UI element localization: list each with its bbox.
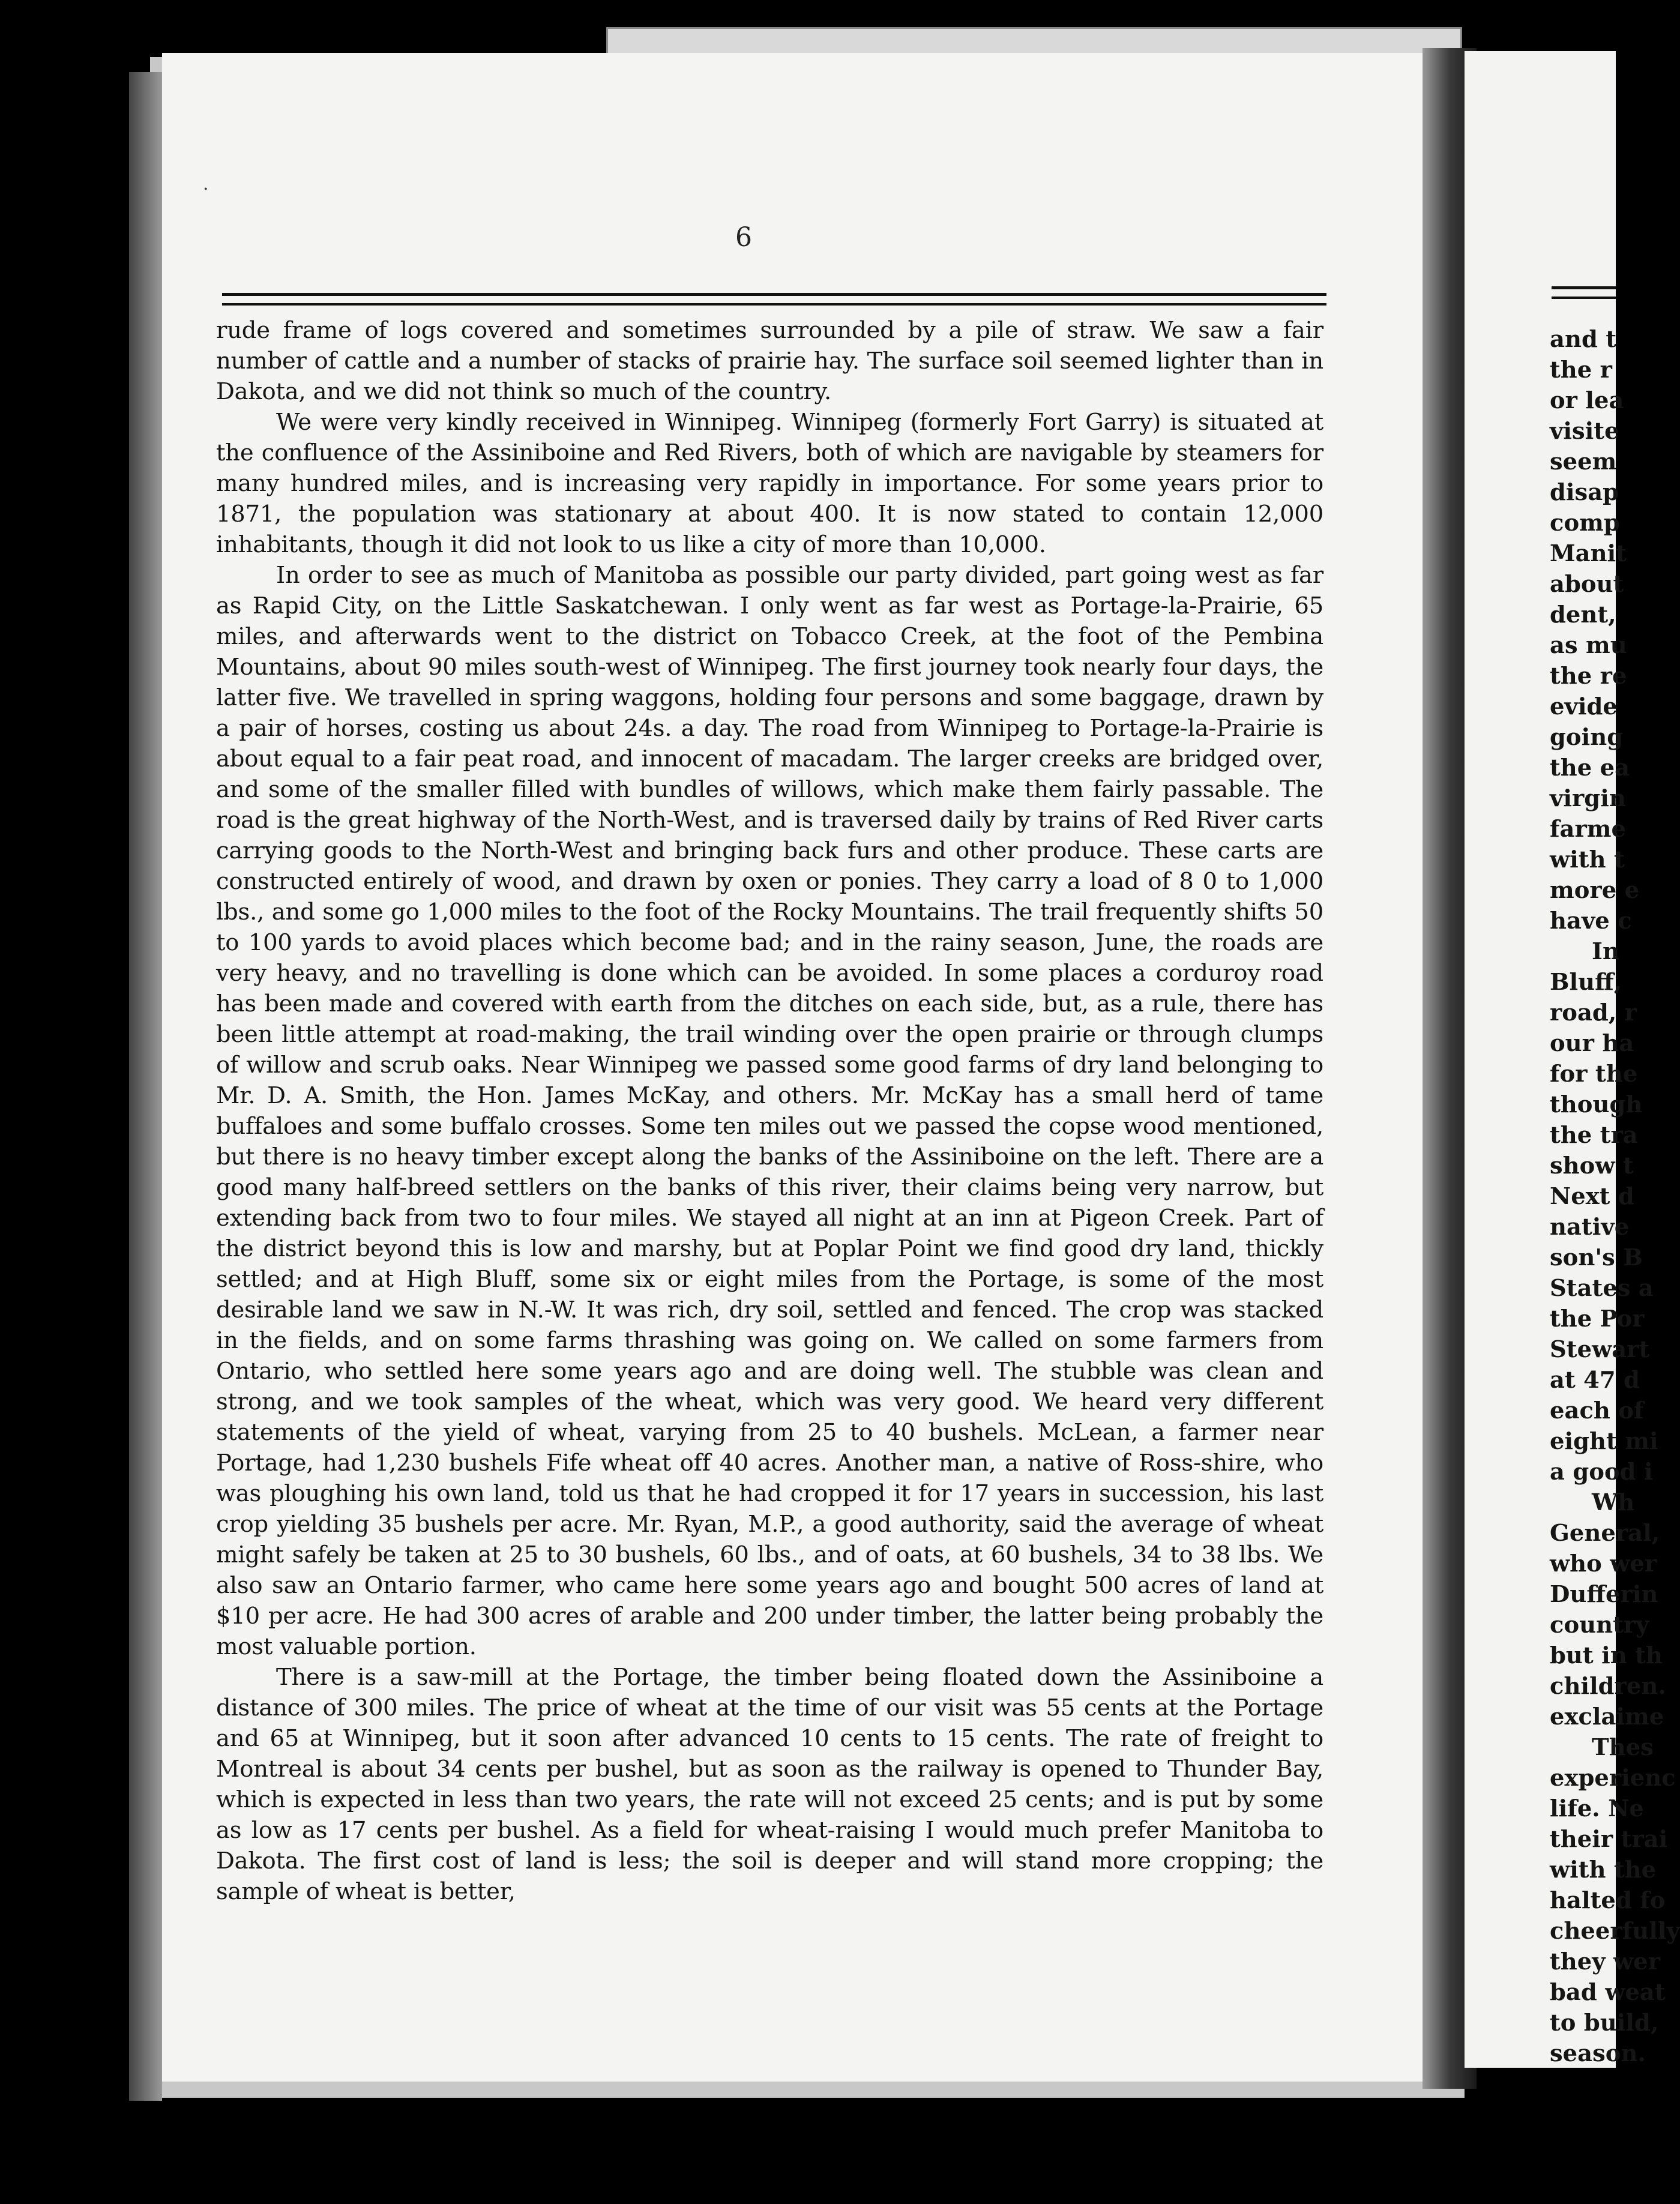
facing-page-line: comp	[1550, 510, 1620, 537]
facing-page-line: halted fo	[1550, 1887, 1666, 1914]
facing-page-line: country	[1550, 1612, 1649, 1639]
page-left-shadow	[129, 72, 162, 2101]
facing-page-line: as mu	[1550, 632, 1627, 659]
facing-page-line: and t	[1550, 326, 1617, 353]
facing-page-line: experienc	[1550, 1765, 1676, 1792]
facing-page-line: though	[1550, 1091, 1643, 1118]
facing-page-line: Bluff,	[1550, 969, 1622, 996]
facing-page-line: our ha	[1550, 1030, 1634, 1057]
facing-page-line: Next d	[1550, 1183, 1634, 1210]
facing-page-line: the tra	[1550, 1122, 1638, 1149]
facing-page-line: farme	[1550, 816, 1627, 843]
facing-page-rule	[1552, 286, 1616, 299]
facing-page-line: at 47 d	[1550, 1367, 1640, 1394]
facing-page-line: a good i	[1550, 1459, 1653, 1486]
body-text	[216, 315, 1323, 1907]
facing-page-line: exclaime	[1550, 1703, 1664, 1730]
facing-page-line: they wer	[1550, 1948, 1660, 1975]
facing-page-line: the re	[1550, 663, 1627, 690]
facing-page-line: seem	[1550, 448, 1617, 475]
facing-page-line: road, r	[1550, 999, 1637, 1026]
facing-page-line: Wh	[1592, 1489, 1635, 1516]
facing-page-line: evide	[1550, 693, 1618, 720]
facing-page-line: but in th	[1550, 1642, 1663, 1669]
page-number: 6	[735, 222, 752, 253]
facing-page-line: each of	[1550, 1397, 1644, 1424]
header-double-rule	[222, 293, 1326, 306]
facing-page-line: General,	[1550, 1520, 1660, 1547]
facing-page-line: have c	[1550, 908, 1632, 935]
facing-page-line: virgin	[1550, 785, 1626, 812]
facing-page-line: visite	[1550, 418, 1619, 445]
facing-page-line: Stewart	[1550, 1336, 1650, 1363]
paragraph-4: There is a saw-mill at the Portage, the timber being floated down the Assiniboine a distance of 300 miles. The price of wheat at the time of our visit was 55 cents at the Portage and 65 at Winnipeg, but it soon after advanced 10 cents to 15 cents. The rate of freight to Montreal is about 34 cents per bushel, but as soon as the railway is opened to Thunder Bay, which is expected in less than two years, the rate will not exceed 25 cents; and is put by some as low as 17 cents per bushel. As a field for wheat-raising I would much prefer Manitoba to Dakota. The first cost of land is less; the soil is deeper and will stand more cropping; the sample of wheat is better,	[216, 1664, 1323, 1905]
paragraph-3: In order to see as much of Manitoba as possible our party divided, part going west as far as Rapid City, on the Little Saskatchewan. I only went as far west as Portage-la-Prairie, 65 miles, and afterwards went to the district on Tobacco Creek, at the foot of the Pembina Mountains, about 90 miles south-west of Winnipeg. The first journey took nearly four days, the latter five. We travelled in spring waggons, holding four persons and some baggage, drawn by a pair of horses, costing us about 24s. a day. The road from Winnipeg to Portage-la-Prairie is about equal to a fair peat road, and innocent of macadam. The larger creeks are bridged over, and some of the smaller filled with bundles of willows, which make them fairly passable. The road is the great highway of the North-West, and is traversed daily by trains of Red River carts carrying goods to the North-West and bringing back furs and other produce. These carts are constructed entirely of wood, and drawn by oxen or ponies. They carry a load of 8 0 to 1,000 lbs., and some go 1,000 miles to the foot of the Rocky Mountains. The trail frequently shifts 50 to 100 yards to avoid places which become bad; and in the rainy season, June, the roads are very heavy, and no travelling is done which can be avoided. In some places a corduroy road has been made and covered with earth from the ditches on each side, but, as a rule, there has been little attempt at road-making, the trail winding over the open prairie or through clumps of willow and scrub oaks. Near Winnipeg we passed some good farms of dry land belonging to Mr. D. A. Smith, the Hon. James McKay, and others. Mr. McKay has a small herd of tame buffaloes and some buffalo crosses. Some ten miles out we passed the copse wood mentioned, but there is no heavy timber except along the banks of the Assiniboine on the left. There are a good many half-breed settlers on the banks of this river, their claims being very narrow, but extending back from two to four miles. We stayed all night at an inn at Pigeon Creek. Part of the district beyond this is low and marshy, but at Poplar Point we find good dry land, thickly settled; and at High Bluff, some six or eight miles from the Portage, is some of the most desirable land we saw in N.-W. It was rich, dry soil, settled and fenced. The crop was stacked in the fields, and on some farms thrashing was going on. We called on some farmers from Ontario, who settled here some years ago and are doing well. The stubble was clean and strong, and we took samples of the wheat, which was very good. We heard very different statements of the yield of wheat, varying from 25 to 40 bushels. McLean, a farmer near Portage, had 1,230 bushels Fife wheat off 40 acres. Another man, a native of Ross-shire, who was ploughing his own land, told us that he had cropped it for 17 years in succession, his last crop yielding 35 bushels per acre. Mr. Ryan, M.P., a good authority, said the average of wheat might safely be taken at 25 to 30 bushels, 60 lbs., and of oats, at 60 bushels, 34 to 38 lbs. We also saw an Ontario farmer, who came here some years ago and bought 500 acres of land at $10 per acre. He had 300 acres of arable and 200 under timber, the latter being probably the most valuable portion.	[216, 562, 1323, 1660]
facing-page-line: States a	[1550, 1275, 1654, 1302]
facing-page-line: season.	[1550, 2040, 1646, 2067]
facing-page-line: with t	[1550, 846, 1625, 873]
facing-page-line: cheerfully	[1550, 1918, 1680, 1945]
facing-page-line: going	[1550, 724, 1624, 751]
facing-page-line: their trai	[1550, 1826, 1668, 1853]
facing-page-line: Thes	[1592, 1734, 1654, 1761]
facing-page-line: In	[1592, 938, 1620, 965]
paragraph-1: rude frame of logs covered and sometimes surrounded by a pile of straw. We saw a fair number of cattle and a number of stacks of prairie hay. The surface soil seemed lighter than in Dakota, and we did not think so much of the country.	[216, 317, 1323, 405]
facing-page-line: eight mi	[1550, 1428, 1658, 1455]
facing-page-line: Dufferin	[1550, 1581, 1658, 1608]
facing-page-line: to build,	[1550, 2010, 1659, 2037]
facing-page-line: or lea	[1550, 387, 1624, 414]
facing-page-line: dent,	[1550, 601, 1616, 628]
facing-page-line: son's B	[1550, 1244, 1643, 1271]
facing-page-line: the ea	[1550, 754, 1630, 781]
paragraph-2: We were very kindly received in Winnipeg. Winnipeg (formerly Fort Garry) is situated at the confluence of the Assiniboine and Red Rivers, both of which are navigable by steamers for many hundred miles, and is increasing very rapidly in importance. For some years prior to 1871, the population was stationary at about 400. It is now stated to contain 12,000 inhabitants, though it did not look to us like a city of more than 10,000.	[216, 409, 1323, 558]
facing-page-line: about	[1550, 571, 1624, 598]
facing-page-line: with the	[1550, 1856, 1657, 1883]
facing-page-line: Manit	[1550, 540, 1627, 567]
facing-page-line: life. Ne	[1550, 1795, 1644, 1822]
facing-page-line: native	[1550, 1214, 1630, 1241]
facing-page-line: bad weat	[1550, 1979, 1666, 2006]
facing-page-line: more e	[1550, 877, 1640, 904]
facing-page-line: the Por	[1550, 1305, 1645, 1332]
facing-page-line: disap	[1550, 479, 1619, 506]
facing-page-line: for the	[1550, 1061, 1638, 1088]
facing-page-line: the r	[1550, 357, 1612, 384]
facing-page-line: who wer	[1550, 1550, 1657, 1577]
facing-page-line: show t	[1550, 1152, 1634, 1179]
facing-page-text	[1550, 324, 1680, 2069]
margin-mark: ·	[203, 179, 209, 200]
facing-page-line: children.	[1550, 1673, 1666, 1700]
